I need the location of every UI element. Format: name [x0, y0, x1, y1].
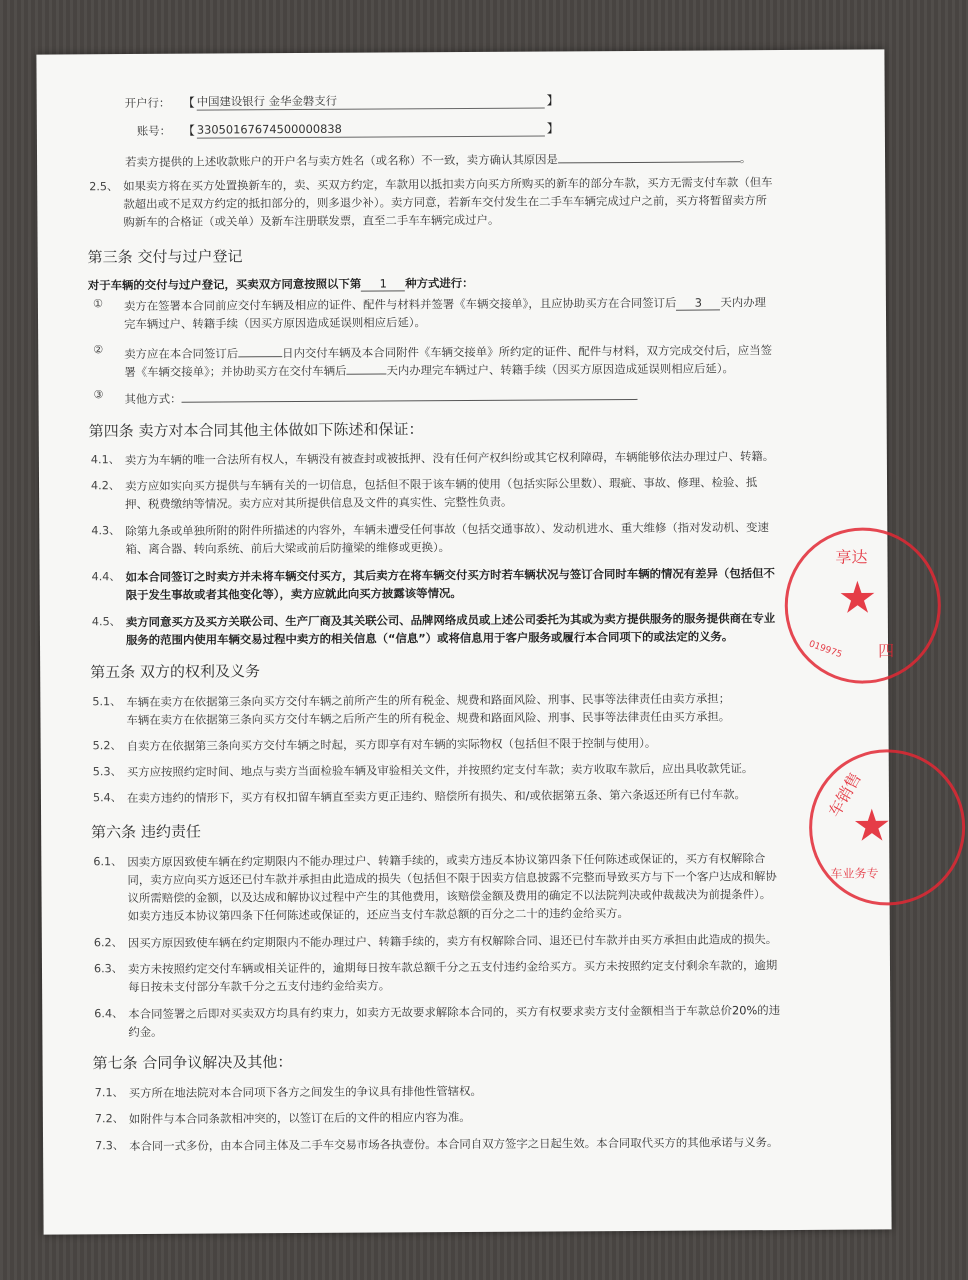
account-close-bracket: 】: [546, 121, 559, 136]
clause-5-1-line: 车辆在卖方在依据第三条向买方交付车辆之后所产生的所有税金、规费和路面风险、刑事、民事等法律责任由买方承担。: [126, 709, 731, 728]
seal-side-text: 四: [878, 641, 895, 661]
option-2-transfer-blank: [346, 359, 386, 374]
seal-top-text: 车销售: [824, 769, 865, 821]
clause-4-5-line: 卖方同意买方及买方关联公司、生产厂商及其关联公司、品牌网络成员或上述公司委托为其或为卖方提供服务的服务提供商在专业: [125, 611, 776, 630]
option-2-days-blank: [238, 342, 282, 357]
section-3-intro: 对于车辆的交付与过户登记，买卖双方同意按照以下第 1 种方式进行：: [87, 275, 474, 293]
option-1-num: ①: [92, 297, 103, 311]
section-3-title: 第三条 交付与过户登记: [87, 247, 243, 267]
section-6-title: 第六条 违约责任: [91, 822, 201, 842]
clause-5-2-num: 5.2、: [92, 739, 122, 753]
clause-6-1-line: 同，卖方应向买方返还已付车款并承担由此造成的损失（包括但不限于因卖方信息披露不完整而导致买方与下一个客户达成和解协: [127, 869, 777, 888]
section-7-title: 第七条 合同争议解决及其他：: [92, 1053, 293, 1073]
contract-page: [36, 49, 895, 1234]
option-3-num: ③: [93, 388, 104, 402]
clause-7-3-line: 本合同一式多份，由本合同主体及二手车交易市场各执壹份。本合同自双方签字之日起生效。本合同取代买方的其他承诺与义务。: [129, 1135, 779, 1154]
seal-code-text: 019975: [807, 639, 844, 661]
clause-4-3-line: 除第九条或单独所附的附件所描述的内容外，车辆未遭受任何事故（包括交通事故）、发动机进水、重大维修（指对发动机、变速: [125, 520, 769, 539]
option-1-days: 3: [676, 295, 720, 310]
option-3-line: 其他方式：: [124, 385, 637, 408]
clause-7-3-num: 7.3、: [95, 1139, 125, 1153]
clause-4-2-line: 卖方应如实向买方提供与车辆有关的一切信息，包括但不限于该车辆的使用（包括实际公里数）、瑕疵、事故、修理、检验、抵: [124, 475, 758, 494]
clause-6-4-line: 约金。: [128, 1024, 163, 1040]
clause-7-2-num: 7.2、: [94, 1112, 124, 1126]
clause-6-4-line: 本合同签署之后即对买卖双方均具有约束力，如卖方无故要求解除本合同的，买方有权要求卖方支付金额相当于车款总价20%的违: [128, 1003, 781, 1022]
clause-2-5-line: 如果卖方将在买方处置换新车的，卖、买双方约定，车款用以抵扣卖方向买方所购买的新车的部分车款，买方无需支付车款（但车: [123, 175, 773, 194]
sales-seal-stamp: [809, 749, 966, 906]
clause-7-2-line: 如附件与本合同条款相冲突的，以签订在后的文件的相应内容为准。: [128, 1109, 471, 1127]
clause-7-1-line: 买方所在地法院对本合同项下各方之间发生的争议具有排他性管辖权。: [128, 1083, 482, 1101]
seal-top-text: 享达: [835, 547, 868, 567]
clause-4-2-num: 4.2、: [90, 479, 121, 493]
clause-4-1-line: 卖方为车辆的唯一合法所有权人，车辆没有被查封或被抵押、没有任何产权纠纷或其它权利障碍，车辆能够依法办理过户、转籍。: [124, 449, 775, 468]
mismatch-blank: [558, 147, 740, 163]
clause-6-2-line: 因买方原因致使车辆在约定期限内不能办理过户、转籍手续的，卖方有权解除合同、退还已付车款并由买方承担由此造成的损失。: [127, 932, 778, 951]
clause-6-3-line: 卖方未按照约定交付车辆或相关证件的，逾期每日按车款总额千分之五支付违约金给买方。买方未按照约定支付剩余车款的，逾期: [127, 958, 778, 977]
clause-2-5-line: 款超出或不足双方约定的抵扣部分的，则多退少补）。卖方同意，若新车交付发生在二手车车辆完成过户之前，买方将暂留卖方所: [123, 193, 767, 212]
option-1-line: 卖方在签署本合同前应交付车辆及相应的证件、配件与材料并签署《车辆交接单》，且应协助买方在合同签订后 3 天内办理: [123, 295, 767, 314]
clause-7-1-num: 7.1、: [94, 1086, 124, 1100]
clause-5-3-line: 买方应按照约定时间、地点与卖方当面检验车辆及审验相关文件，并按照约定支付车款；卖方收取车款后，应出具收款凭证。: [126, 761, 754, 780]
clause-4-3-line: 箱、离合器、转向系统、前后大梁或前后防撞梁的维修或更换）。: [125, 540, 451, 557]
seal-star-icon: ★: [851, 800, 892, 852]
clause-5-2-line: 自卖方在依据第三条向买方交付车辆之时起，买方即享有对车辆的实际物权（包括但不限于控制与使用）。: [126, 735, 657, 754]
clause-6-1-line: 因卖方原因致使车辆在约定期限内不能办理过户、转籍手续的，或卖方违反本协议第四条下任何陈述或保证的，买方有权解除合: [127, 851, 766, 870]
clause-2-5-num: 2.5、: [89, 180, 119, 194]
option-3-blank: [181, 385, 637, 403]
section-4-title: 第四条 卖方对本合同其他主体做如下陈述和保证：: [88, 420, 424, 441]
company-seal-stamp: [784, 527, 941, 684]
clause-4-4-line: 如本合同签订之时卖方并未将车辆交付买方，其后卖方在将车辆交付买方时若车辆状况与签订合同时车辆的情况有差异（包括但不: [125, 566, 775, 585]
clause-4-4-num: 4.4、: [91, 570, 121, 584]
seal-star-icon: ★: [837, 572, 878, 624]
method-number: 1: [361, 276, 405, 291]
clause-4-4-line: 限于发生事故或者其他变化等），卖方应就此向买方披露该等情况。: [125, 586, 462, 603]
clause-4-3-num: 4.3、: [91, 524, 121, 538]
clause-6-2-num: 6.2、: [93, 936, 123, 950]
bank-open-bracket: 【: [182, 95, 195, 110]
bank-value: 中国建设银行 金华金磐支行: [197, 91, 545, 110]
clause-4-1-num: 4.1、: [90, 453, 120, 467]
section-5-title: 第五条 双方的权利及义务: [90, 662, 261, 682]
clause-5-3-num: 5.3、: [92, 765, 122, 779]
clause-4-5-num: 4.5、: [91, 615, 121, 629]
clause-4-2-line: 押、税费缴纳等情况。卖方应对其所提供信息及文件的真实性、完整性负责。: [125, 494, 513, 512]
mismatch-text: 若卖方提供的上述收款账户的开户名与卖方姓名（或名称）不一致，卖方确认其原因是 。: [125, 147, 751, 171]
clause-6-3-line: 每日按未支付部分车款千分之五支付违约金给卖方。: [128, 978, 391, 995]
clause-6-1-line: 如卖方违反本协议第四条下任何陈述或保证的，还应当支付车款总额的百分之二十的违约金给买方。: [127, 905, 629, 924]
clause-6-4-num: 6.4、: [94, 1007, 124, 1021]
option-2-line: 署《车辆交接单》；并协助买方在交付车辆后 天内办理完车辆过户、转籍手续（因买方原因造成延误则相应后延）。: [124, 361, 734, 380]
option-2-num: ②: [93, 343, 104, 357]
clause-5-4-line: 在卖方违约的情形下，买方有权扣留车辆直至卖方更正违约、赔偿所有损失、和/或依据第五条、第六条返还所有已付车款。: [126, 787, 746, 806]
clause-5-1-num: 5.1、: [92, 695, 122, 709]
bank-label: 开户行：: [124, 95, 171, 111]
option-1-line: 完车辆过户、转籍手续（因买方原因造成延误则相应后延）。: [124, 315, 426, 332]
clause-6-1-num: 6.1、: [93, 855, 123, 869]
option-2-line: 卖方应在本合同签订后 日内交付车辆及本合同附件《车辆交接单》所约定的证件、配件与材料，双方完成交付后，应当签: [124, 343, 772, 362]
clause-5-4-num: 5.4、: [92, 791, 122, 805]
account-open-bracket: 【: [182, 123, 195, 138]
account-label: 账号：: [136, 123, 172, 138]
clause-6-1-line: 议所需赔偿的金额，以及达成和解协议过程中产生的其他费用，该赔偿金额及费用的确定不以法院判决或仲裁裁决为前提条件）。: [127, 887, 772, 906]
clause-2-5-line: 购新车的合格证（或关单）及新车注册联发票，直至二手车车辆完成过户。: [123, 212, 500, 230]
clause-4-5-line: 服务的范围内使用车辆交易过程中卖方的相关信息（“信息”）或将信息用于客户服务或履行本合同项下的或法定的义务。: [125, 629, 734, 648]
clause-6-3-num: 6.3、: [93, 962, 124, 976]
clause-5-1-line: 车辆在卖方在依据第三条向买方交付车辆之前所产生的所有税金、规费和路面风险、刑事、民事等法律责任由卖方承担；: [126, 691, 731, 710]
account-value: 33050167674500000838: [197, 119, 545, 138]
seal-bottom-text: 车业务专: [830, 866, 879, 881]
bank-close-bracket: 】: [546, 93, 559, 108]
